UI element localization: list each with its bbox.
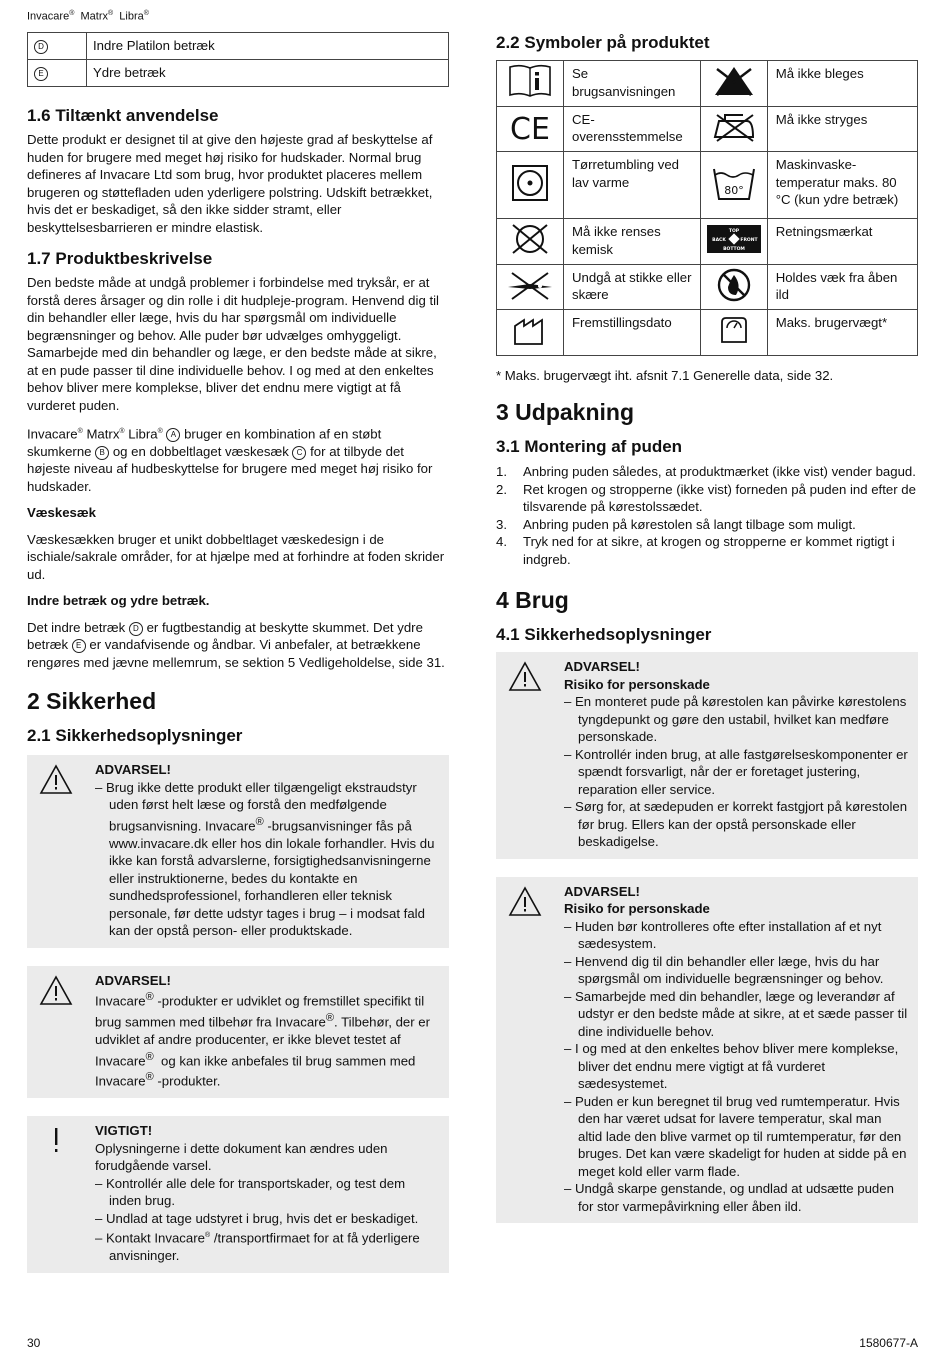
list-item: – Kontakt Invacare® /transportfirmaet for at få yderligere anvisninger. [95,1230,420,1264]
list-item: – Undgå skarpe genstande, og undlad at udsætte puden for stor varmepåvirkning eller åben ild. [564,1181,894,1214]
list-item: – Samarbejde med din behandler, læge og leverandør af udstyr er den bedste måde at sikre, at et sæde passer til dine individuelle behov. [564,988,908,1039]
list-item: – Undlad at tage udstyret i brug, hvis det er beskadiget. [95,1210,419,1226]
table-row: CE CE-overensstemmelse Må ikke stryges [497,106,918,152]
paragraph: Det indre betræk D er fugtbestandig at beskytte skummet. Det ydre betræk E er vandafvisende og åndbar. Vi anbefaler, at betrækkene rengøres med jævne mellemrum, se sektion 5 Vedligeholdelse, side 31. [27,619,445,670]
paragraph: Invacare® Matrx® Libra® A bruger en kombination af en støbt skumkerne B og en dobbeltlaget væskesæk C for at tilbyde det højeste niveau af hudbeskyttelse for brugere med meget høj risiko for hudskader. [27,426,433,494]
warning-box: ADVARSEL! – Brug ikke dette produkt eller tilgængeligt ekstraudstyr uden først helt læse og forstå den medfølgende brugsanvisning. Invacare® -brugsanvisninger fås på www.invacare.dk eller hos din lokale forhandler. Hvis du ikke kan forstå advarslerne, forsigtighedsanvisningerne eller instruktionerne, bedes du kontakte en sundhedsprofessionel, forhandleren eller teknisk personale, før dette udstyr tages i brug – i modsat fald kan der opstå person- eller produktskade. [27,755,449,947]
warning-triangle-icon [508,660,542,694]
section-heading-2-2: 2.2 Symboler på produktet [496,33,710,52]
list-item: – Huden bør kontrolleres ofte efter installation af et nyt sædesystem. [564,918,882,951]
table-row: Se brugsanvisningen Må ikke bleges [497,61,918,107]
warning-box: ADVARSEL! Risiko for personskade – Huden bør kontrolleres ofte efter installation af et nyt sædesystem. – Henvend dig til din behandler eller læge, hvis du har spørgsmål om individuelle begrænsninger og behov. – Samarbejde med din behandler, læge og leverandør af udstyr er den bedste måde at sikre, at et sæde passer til dine individuelle behov. – I og med at den enkeltes behov bliver mere komplekse, bliver det endnu mere vigtigt at få vurderet sædesystemet. – Puden er kun beregnet til brug ved rumtemperatur. Hvis den har været udsat for lavere temperatur, skal man altid lade den blive varmet op til rumtemperatur, før den bruges. Det kan være skadeligt for huden at sidde på en meget kold eller varm flade. – Undgå skarpe genstande, og undlad at udsætte puden for stor varmepåvirkning eller åben ild. [496,877,918,1224]
table-row: Undgå at stikke eller skære Holdes væk fra åben ild [497,264,918,310]
ce-icon [505,109,555,145]
table-row: E Ydre betræk [28,60,449,87]
list-item: 2. Ret krogen og stropperne (ikke vist) forneden på puden ind efter de tilsvarende på kørestolssædet. [496,481,916,514]
section-heading-4-1: 4.1 Sikkerhedsoplysninger [496,625,712,644]
paragraph: Dette produkt er designet til at give den højeste grad af beskyttelse af huden for brugere med meget høj risiko for hudskader. Normal brug defineres af Invacare Ltd som brug, hvor produktet placeres mellem brugeren og støttefladen uden yderligere polstring. Udskift betrækket, hvis det er beskadiget, så den ikke sidder stramt, eller beskyttelsesbarrieren er mindre elastisk. [27,132,433,235]
svg-text:CE: CE [510,111,550,145]
warning-box: ADVARSEL! Invacare® -produkter er udviklet og fremstillet specifikt til brug sammen med tilbehør fra Invacare®. Tilbehør, der er udviklet af andre producenter, er ikke blevet testet af Invacare® og kan ikke anbefales til brug sammen med Invacare® -produkter. [27,966,449,1099]
steps-list [496,463,918,568]
table-row: Må ikke renses kemisk TOP BACK FRONT BOTTOM Retningsmærkat [497,219,918,265]
important-box: VIGTIGT! Oplysningerne i dette dokument kan ændres uden forudgående varsel. – Kontrollér alle dele for transportskader, og test dem inden brug. – Undlad at tage udstyret i brug, hvis det er beskadiget. – Kontakt Invacare® /transportfirmaet for at få yderligere anvisninger. [27,1116,449,1272]
footnote: * Maks. brugervægt iht. afsnit 7.1 Generelle data, side 32. [496,367,834,383]
list-item: – Henvend dig til din behandler eller læge, hvis du har spørgsmål om individuelle begrænsninger og behov. [564,953,884,986]
list-item: – En monteret pude på kørestolen kan påvirke kørestolens tyngdepunkt og gøre den ustabil, hvilket kan medføre personskade. [564,694,907,744]
subheading-betraek: Indre betræk og ydre betræk. [27,593,210,609]
parts-table [27,32,449,87]
warning-triangle-icon [39,763,73,797]
tumble-dry-low-icon [510,163,550,203]
svg-text:TOP: TOP [728,229,739,234]
no-bleach-icon [711,63,757,99]
section-heading-1-6: 1.6 Tiltænkt anvendelse [27,106,219,125]
direction-label-icon [706,221,762,257]
no-dry-clean-icon [507,221,553,257]
warning-triangle-icon [39,974,73,1008]
table-row: Tørretumbling ved lav varme 80° Maskinvaske-temperatur maks. 80 °C (kun ydre betræk) [497,152,918,219]
running-header: Invacare® Matrx® Libra® [27,10,149,23]
list-item: – Puden er kun beregnet til brug ved rumtemperatur. Hvis den har været udsat for lavere temperatur, skal man altid lade den blive varmet op til rumtemperatur, før den bruges. Det kan være skadeligt for huden at sidde på en meget kold eller varm flade. [564,1093,907,1179]
svg-text:BOTTOM: BOTTOM [722,247,745,252]
right-column [496,32,918,1223]
list-item: – I og med at den enkeltes behov bliver mere komplekse, bliver det endnu mere vigtigt at få vurderet sædesystemet. [564,1041,899,1091]
list-item: 1. Anbring puden således, at produktmærket (ikke vist) vender bagud. [496,464,916,479]
list-item: – Sørg for, at sædepuden er korrekt fastgjort på kørestolen før brug. Ellers kan der opstå personskade eller beskadigelse. [564,799,908,849]
no-sharp-objects-icon [502,267,558,303]
warning-box: ADVARSEL! Risiko for personskade – En monteret pude på kørestolen kan påvirke kørestolens tyngdepunkt og gøre den ustabil, hvilket kan medføre personskade. – Kontrollér inden brug, at alle fastgørelseskomponenter er spændt forsvarligt, når der er foretaget justering, reparation eller service. – Sørg for, at sædepuden er korrekt fastgjort på kørestolen før brug. Ellers kan der opstå personskade eller beskadigelse. [496,652,918,859]
table-row: Fremstillingsdato Maks. brugervægt* [497,310,918,356]
no-open-flame-icon [714,267,754,303]
list-item: 3. Anbring puden på kørestolen så langt tilbage som muligt. [496,516,856,532]
paragraph: Væskesækken bruger et unikt dobbeltlaget væskedesign i de ischiale/sakrale områder, for at hjælpe med at forhindre at foden skrider ud. [27,531,445,582]
section-heading-1-7: 1.7 Produktbeskrivelse [27,249,213,268]
page-number: 30 [27,1336,41,1350]
subheading-vaeskesaek: Væskesæk [27,505,96,521]
section-heading-3-1: 3.1 Montering af puden [496,437,683,456]
manual-icon [507,63,553,99]
table-row: D Indre Platilon betræk [28,33,449,60]
no-iron-icon [709,109,759,145]
svg-text:FRONT: FRONT [740,238,758,243]
warning-triangle-icon [508,885,542,919]
chapter-heading-3: 3 Udpakning [496,399,635,425]
chapter-heading-2: 2 Sikkerhed [27,688,157,715]
symbols-table [496,60,918,356]
manufacture-date-icon [507,312,553,348]
section-heading-2-1: 2.1 Sikkerhedsoplysninger [27,726,243,746]
max-weight-icon [714,312,754,348]
wash-80-icon [711,163,757,203]
exclamation-icon [39,1124,73,1158]
chapter-heading-4: 4 Brug [496,587,569,613]
list-item: – Kontrollér alle dele for transportskader, og test dem inden brug. [95,1175,406,1209]
list-item: 4. Tryk ned for at sikre, at krogen og stropperne er kommet rigtigt i indgreb. [496,534,895,567]
svg-text:80°: 80° [723,183,744,197]
document-number: 1580677-A [859,1336,918,1350]
paragraph: Den bedste måde at undgå problemer i forbindelse med tryksår, er at forstå deres årsager og din rolle i dit hudpleje-program. Henvend dig til din behandler eller læge, hvis du har spørgsmål om individuelle begrænsninger og behov. Alle puder bør udvælges omhyggeligt. Samarbejde med din behandler og læge, er den bedste måde at sikre, at en pude passer til dine individuelle behov. I og med at den enkeltes behov bliver mere komplekse, bliver det endnu mere vigtigt at få vurderet puden. [27,275,439,413]
left-column [27,32,449,1273]
list-item: – Kontrollér inden brug, at alle fastgørelseskomponenter er spændt forsvarligt, når der er foretaget justering, reparation eller service. [564,746,908,797]
svg-text:BACK: BACK [711,238,726,243]
